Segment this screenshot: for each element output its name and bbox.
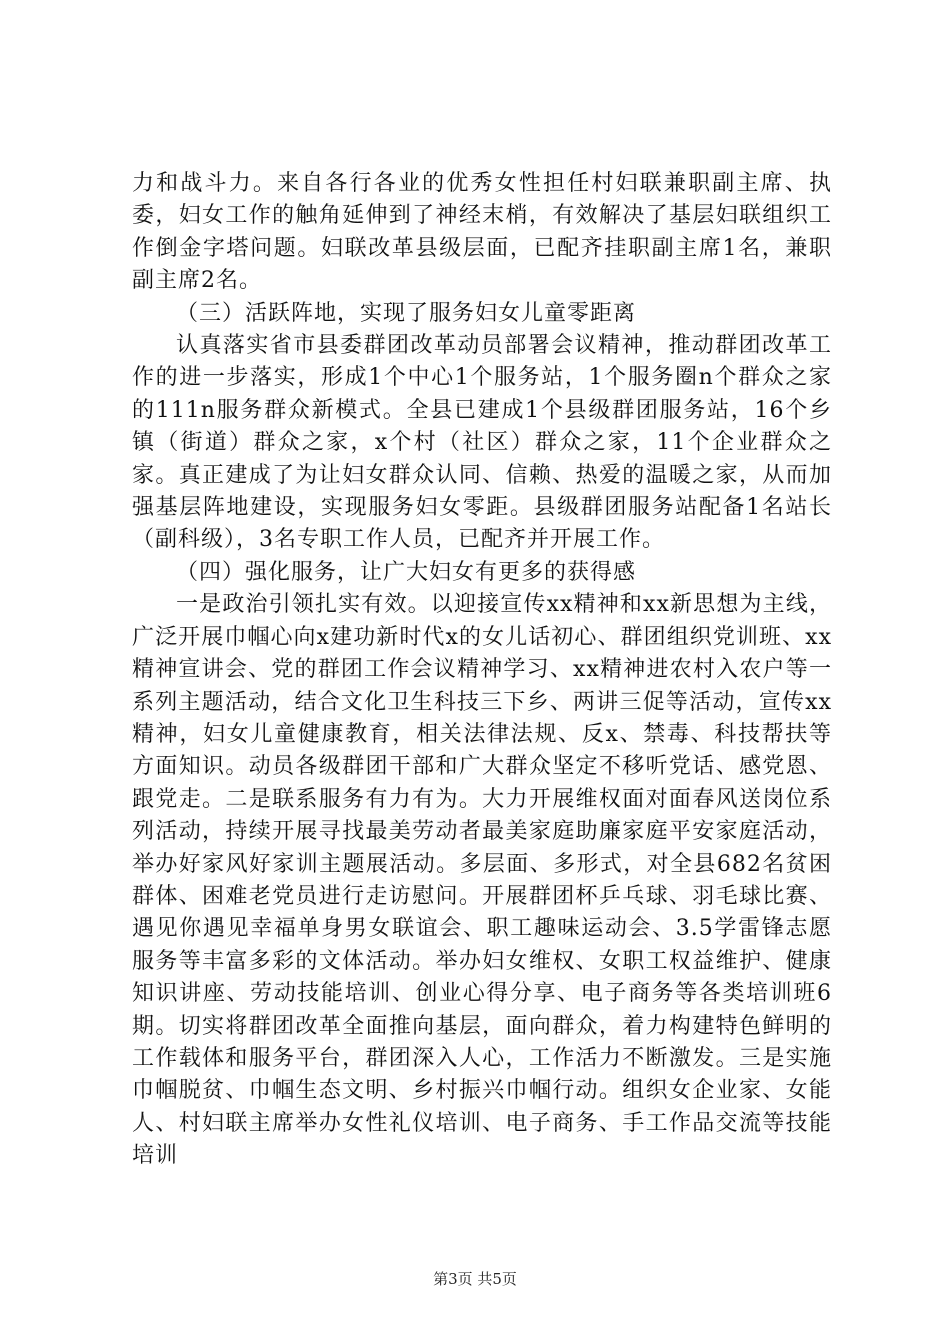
document-body (132, 168, 832, 1173)
page-number-footer: 第3页 共5页 (433, 1270, 517, 1288)
section-heading-4: （四）强化服务，让广大妇女有更多的获得感 (176, 559, 637, 585)
section-heading-3: （三）活跃阵地，实现了服务妇女儿童零距离 (176, 300, 637, 326)
paragraph-organization-reform: 力和战斗力。来自各行各业的优秀女性担任村妇联兼职副主席、执委，妇女工作的触角延伸到了神经末梢，有效解决了基层妇联组织工作倒金字塔问题。妇联改革县级层面，已配齐挂职副主席1名，兼职副主席2名。 (132, 171, 832, 294)
paragraph-service-stations: 认真落实省市县委群团改革动员部署会议精神，推动群团改革工作的进一步落实，形成1个中心1个服务站，1个服务圈n个群众之家的111n服务群众新模式。全县已建成1个县级群团服务站，16个乡镇（街道）群众之家，x个村（社区）群众之家，11个企业群众之家。真正建成了为让妇女群众认同、信赖、热爱的温暖之家，从而加强基层阵地建设，实现服务妇女零距。县级群团服务站配备1名站长（副科级），3名专职工作人员，已配齐并开展工作。 (132, 333, 832, 553)
paragraph-strengthen-services: 一是政治引领扎实有效。以迎接宣传xx精神和xx新思想为主线，广泛开展巾帼心向x建功新时代x的女儿话初心、群团组织党训班、xx精神宣讲会、党的群团工作会议精神学习、xx精神进农村入农户等一系列主题活动，结合文化卫生科技三下乡、两讲三促等活动，宣传xx精神，妇女儿童健康教育，相关法律法规、反x、禁毒、科技帮扶等方面知识。动员各级群团干部和广大群众坚定不移听党话、感党恩、跟党走。二是联系服务有力有为。大力开展维权面对面春风送岗位系列活动，持续开展寻找最美劳动者最美家庭助廉家庭平安家庭活动，举办好家风好家训主题展活动。多层面、多形式，对全县682名贫困群体、困难老党员进行走访慰问。开展群团杯乒乓球、羽毛球比赛、遇见你遇见幸福单身男女联谊会、职工趣味运动会、3.5学雷锋志愿服务等丰富多彩的文体活动。举办妇女维权、女职工权益维护、健康知识讲座、劳动技能培训、创业心得分享、电子商务等各类培训班6期。切实将群团改革全面推向基层，面向群众，着力构建特色鲜明的工作载体和服务平台，群团深入人心，工作活力不断激发。三是实施巾帼脱贫、巾帼生态文明、乡村振兴巾帼行动。组织女企业家、女能人、村妇联主席举办女性礼仪培训、电子商务、手工作品交流等技能培训 (132, 592, 832, 1169)
